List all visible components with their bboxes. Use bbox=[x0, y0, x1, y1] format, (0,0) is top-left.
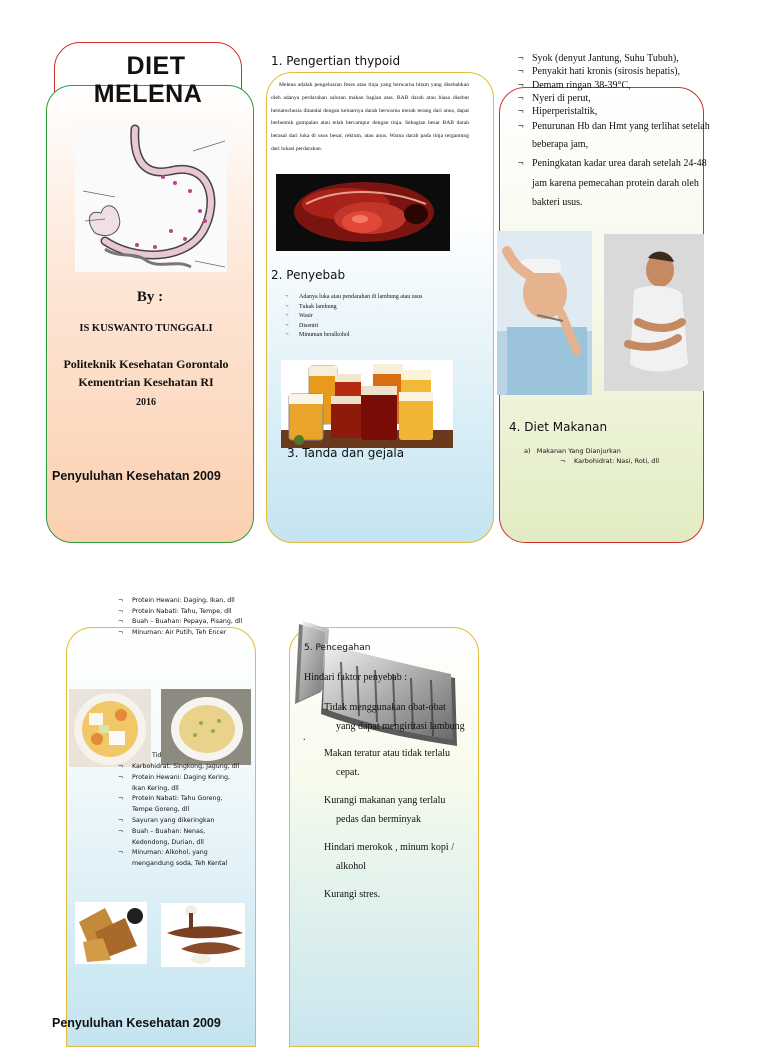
recommended-food-list bbox=[118, 596, 244, 638]
food-item: ¬ Protein Nabati: Tahu, Tempe, dll bbox=[118, 607, 244, 618]
food-item: ¬ Minuman: Alkohol, yang mengandung soda, Teh Kental bbox=[118, 848, 244, 870]
section1-heading: 1. Pengertian thypoid bbox=[271, 54, 401, 68]
food-item: ¬ Sayuran yang dikeringkan bbox=[118, 816, 244, 827]
food-item: ¬ Protein Hewani: Daging Kering, Ikan Kering, dll bbox=[118, 773, 244, 795]
cause-item: ¬ Tukak lambung bbox=[285, 303, 475, 313]
cause-item: ¬ Disentri bbox=[285, 322, 475, 332]
stomach-ache-man-image bbox=[604, 234, 704, 391]
symptom-item: ¬ Nyeri di perut, bbox=[518, 92, 714, 105]
prevention-heading: 5. Pencegahan bbox=[304, 643, 371, 653]
not-recommended-food-list bbox=[118, 762, 244, 870]
prevention-item: Makan teratur atau tidak terlalu cepat. bbox=[324, 748, 451, 778]
prevention-item: Tidak menggunakan obat-obat yang dapat mengiritasi lambung bbox=[324, 702, 465, 732]
cover-title-line1: DIET bbox=[126, 52, 186, 80]
food-item: ¬ Minuman: Air Putih, Teh Encer bbox=[118, 628, 244, 639]
food-item: ¬ Buah – Buahan: Pepaya, Pisang, dll bbox=[118, 617, 244, 628]
symptom-item: ¬ Syok (denyut Jantung, Suhu Tubuh), bbox=[518, 52, 714, 65]
food-item: ¬ Protein Nabati: Tahu Goreng, Tempe Goreng, dll bbox=[118, 794, 244, 816]
cover-footer: Penyuluhan Kesehatan 2009 bbox=[52, 469, 221, 483]
symptom-list bbox=[518, 52, 714, 213]
soup-image bbox=[69, 689, 151, 767]
prevention-item: Kurangi makanan yang terlalu pedas dan berminyak bbox=[324, 795, 446, 825]
section2-heading: 2. Penyebab bbox=[271, 268, 346, 282]
symptom-item: ¬ Demam ringan 38-39°C, bbox=[518, 79, 714, 92]
porridge-image bbox=[161, 689, 251, 765]
section4-heading: 4. Diet Makanan bbox=[509, 420, 608, 434]
food-item: ¬ Protein Hewani: Daging, Ikan, dll bbox=[118, 596, 244, 607]
cover-title bbox=[58, 52, 254, 108]
cassava-image bbox=[161, 903, 245, 967]
prevention-item: Kurangi stres. bbox=[324, 889, 381, 900]
prevention-dot: . bbox=[303, 732, 306, 743]
cause-item: ¬ Wasir bbox=[285, 312, 475, 322]
symptom-item: ¬ Peningkatan kadar urea darah setelah 24-48 jam karena pemecahan protein darah oleh bakteri usus. bbox=[518, 154, 714, 213]
not-recommended-partial: Tid bbox=[152, 752, 162, 759]
prevention-intro: Hindari faktor penyebab : bbox=[304, 672, 408, 683]
recommended-label: a) Makanan Yang Dianjurkan bbox=[524, 447, 621, 455]
cover-title-line2: MELENA bbox=[93, 80, 203, 108]
food-item: ¬ Buah – Buahan: Nenas, Kedondong, Durian, dll bbox=[118, 827, 244, 849]
author-name: IS KUSWANTO TUNGGALI bbox=[79, 323, 213, 334]
recommended-carb-list bbox=[560, 456, 700, 466]
stomach-illustration bbox=[75, 121, 227, 272]
cause-item: ¬ Minuman beralkohol bbox=[285, 331, 475, 341]
symptom-item: ¬ Hiperperistaltik, bbox=[518, 105, 714, 118]
symptom-item: ¬ Penurunan Hb dan Hmt yang terlihat setelah beberapa jam, bbox=[518, 118, 714, 154]
endoscopy-image bbox=[276, 174, 450, 251]
cause-list bbox=[285, 293, 475, 341]
fried-tempe-image bbox=[75, 902, 147, 964]
year: 2016 bbox=[136, 397, 156, 408]
section1-body: Melena adalah pengeluaran feses atau tinja yang berwarna hitam yang disebabkan oleh adanya perdarahan saluran makan bagian atas. BAB darah atau biasa disebut hematochezia ditandai dengan keluarnya darah berwarna merah terang dari anus, dapat berbentuk gumpalan atau telah bercampur dengan tinja. Sebagian besar BAB darah berasal dari luka di usus besar, rektum, atau anus. Warna darah pada tinja tergantung dari lokasi perdarahan. bbox=[271, 82, 469, 152]
institution-line2: Kementrian Kesehatan RI bbox=[78, 375, 214, 389]
cause-item: ¬ Adanya luka atau pendarahan di lambung atau usus bbox=[285, 293, 475, 303]
beer-glasses-image bbox=[281, 360, 453, 448]
prevention-list bbox=[324, 698, 466, 904]
institution-line1: Politeknik Kesehatan Gorontalo bbox=[63, 357, 229, 371]
prevention-item: Hindari merokok , minum kopi / alkohol bbox=[324, 842, 454, 872]
page2-footer: Penyuluhan Kesehatan 2009 bbox=[52, 1016, 221, 1030]
food-item: ¬ Karbohidrat: Singkong, Jagung, dll bbox=[118, 762, 244, 773]
symptom-item: ¬ Penyakit hati kronis (sirosis hepatis), bbox=[518, 65, 714, 78]
by-label: By : bbox=[136, 289, 164, 305]
fever-man-image bbox=[497, 231, 592, 395]
section3-heading: 3. Tanda dan gejala bbox=[287, 446, 405, 460]
recommended-item: ¬ Karbohidrat: Nasi, Roti, dll bbox=[560, 456, 700, 466]
